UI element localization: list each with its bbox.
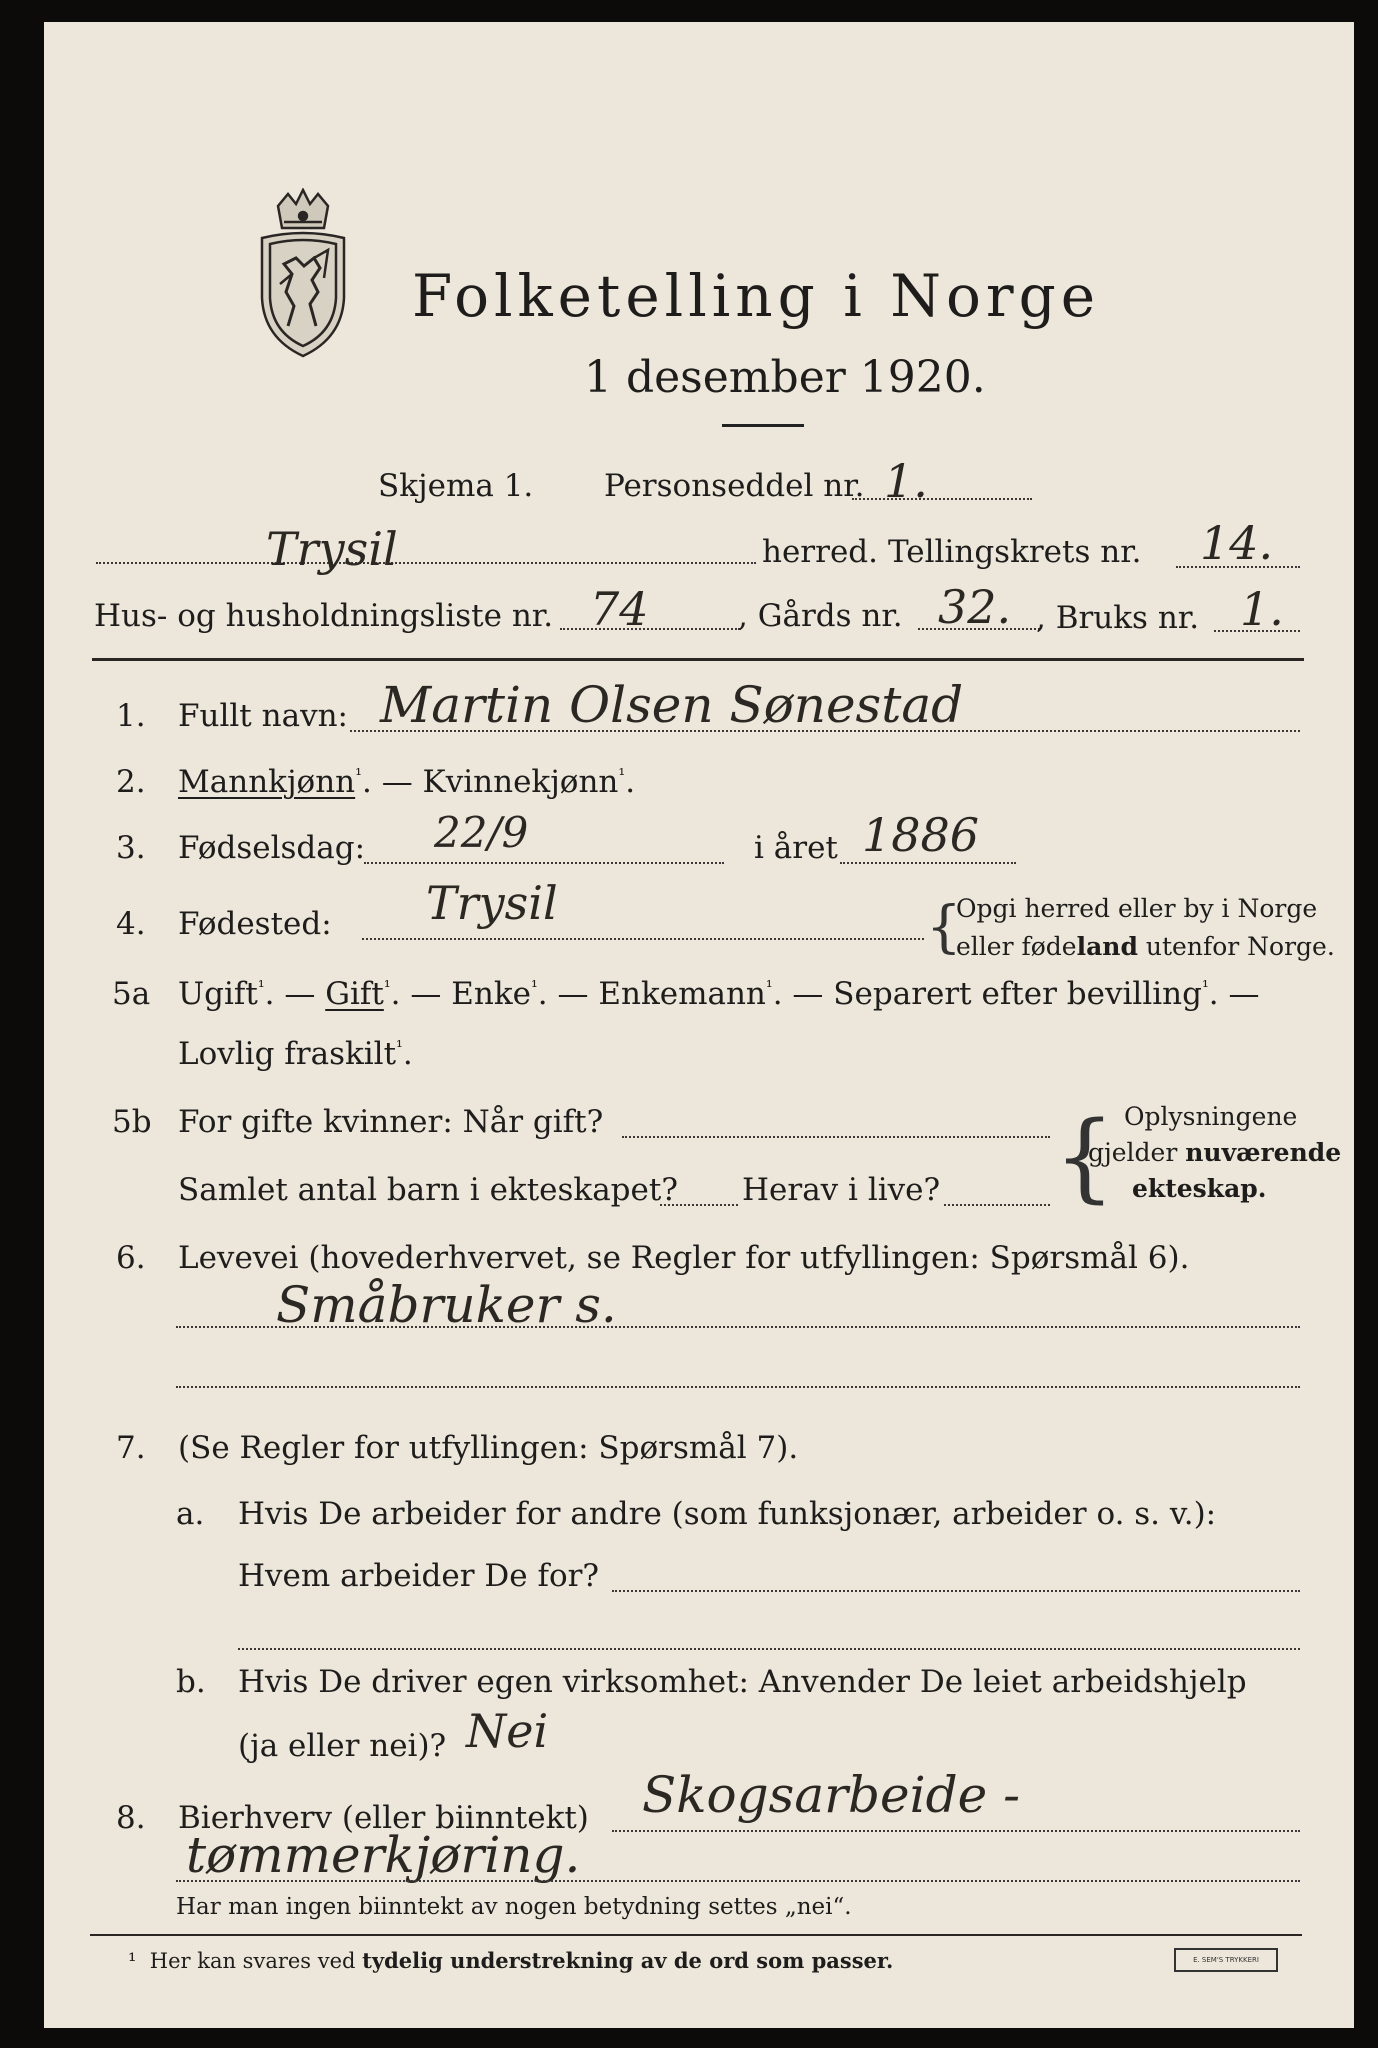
q7b-value: Nei	[466, 1704, 549, 1758]
footnote: ¹ Her kan svares ved tydelig understrekning av de ord som passer.	[128, 1948, 894, 1973]
q5a-gift: Gift	[325, 976, 384, 1012]
hus-line	[560, 628, 740, 630]
gards-value: 32.	[938, 580, 1012, 634]
q5b-note-1: Oplysningene	[1124, 1102, 1298, 1131]
q5a-options: Ugift$^{^1}$. — Gift$^{^1}$. — Enke$^{^1}$. — Enkemann$^{^1}$. — Separert efter bevilling$^{^1}$. —	[178, 976, 1260, 1012]
q5a-lovlig: Lovlig fraskilt$^{^1}$.	[178, 1036, 413, 1072]
q7a-line-1: Hvis De arbeider for andre (som funksjonær, arbeider o. s. v.):	[238, 1496, 1217, 1532]
tellingskrets-value: 14.	[1200, 516, 1274, 570]
census-form-page	[44, 22, 1354, 2028]
bruks-value: 1.	[1240, 582, 1284, 636]
form-title: Folketelling i Norge	[412, 262, 1101, 330]
q6-label: Levevei (hovederhvervet, se Regler for utfyllingen: Spørsmål 6).	[178, 1240, 1190, 1276]
q4-note-2: eller fødeland utenfor Norge.	[956, 932, 1335, 961]
q6-line-1	[176, 1326, 1300, 1328]
q5b-line-2b: Herav i live?	[742, 1172, 941, 1208]
norwegian-coat-of-arms-icon	[244, 188, 362, 362]
q4-line	[362, 938, 924, 940]
form-date: 1 desember 1920.	[584, 352, 986, 403]
q8-label: Bierhverv (eller biinntekt)	[178, 1800, 589, 1836]
q5b-number: 5b	[112, 1104, 152, 1140]
q3-label: Fødselsdag:	[178, 830, 366, 866]
schema-label: Skjema 1.	[378, 468, 534, 504]
footnote-rule	[90, 1934, 1302, 1936]
herred-value: Trysil	[266, 522, 398, 576]
q4-number: 4.	[116, 906, 146, 942]
q7-label: (Se Regler for utfyllingen: Spørsmål 7).	[178, 1430, 799, 1466]
q3-aaret-label: i året	[754, 830, 838, 866]
q4-brace: {	[926, 895, 962, 960]
tellingskrets-label: Tellingskrets nr.	[888, 534, 1142, 570]
q5b-live-line	[944, 1204, 1050, 1206]
q5b-barn-line	[660, 1204, 738, 1206]
q6-value: Småbruker s.	[276, 1276, 617, 1334]
q8-number: 8.	[116, 1800, 146, 1836]
hus-label: Hus- og husholdningsliste nr.	[94, 598, 554, 634]
q6-line-2	[176, 1386, 1300, 1388]
q7-number: 7.	[116, 1430, 146, 1466]
q5b-note-3: ekteskap.	[1132, 1174, 1267, 1203]
q5b-gift-line	[622, 1136, 1050, 1138]
q2-number: 2.	[116, 764, 146, 800]
q1-label: Fullt navn:	[178, 698, 348, 734]
q4-label: Fødested:	[178, 906, 332, 942]
q3-line	[364, 862, 724, 864]
q5b-note-2: gjelder nuværende	[1088, 1138, 1342, 1167]
personseddel-label: Personseddel nr.	[604, 468, 865, 504]
q5b-brace: {	[1054, 1101, 1116, 1213]
title-divider	[722, 424, 804, 427]
q7a-line-2: Hvem arbeider De for?	[238, 1558, 600, 1594]
q3-aaret-value: 1886	[862, 808, 980, 862]
q8-line-1	[612, 1830, 1300, 1832]
q2-mann: Mannkjønn	[178, 764, 356, 800]
q1-value: Martin Olsen Sønestad	[380, 676, 964, 734]
q1-number: 1.	[116, 698, 146, 734]
q7a-answer-line-2	[238, 1648, 1300, 1650]
q8-line-2	[176, 1880, 1300, 1882]
q7a-number: a.	[176, 1496, 205, 1532]
gards-label: , Gårds nr.	[738, 598, 903, 634]
q8-value-2: tømmerkjøring.	[186, 1826, 581, 1884]
q5b-line-1: For gifte kvinner: Når gift?	[178, 1104, 604, 1140]
q5a-number: 5a	[112, 976, 151, 1012]
herred-line	[96, 562, 756, 564]
q4-note-1: Opgi herred eller by i Norge	[956, 894, 1318, 923]
personseddel-line	[852, 498, 1032, 500]
hus-value: 74	[590, 582, 649, 636]
q3-number: 3.	[116, 830, 146, 866]
q5b-line-2a: Samlet antal barn i ekteskapet?	[178, 1172, 678, 1208]
q7b-line-2: (ja eller nei)?	[238, 1728, 447, 1764]
q3-aaret-line	[840, 862, 1016, 864]
q4-value: Trysil	[426, 876, 558, 930]
herred-label: herred.	[762, 534, 878, 570]
q7b-line-1: Hvis De driver egen virksomhet: Anvender De leiet arbeidshjelp	[238, 1664, 1247, 1700]
bruks-label: , Bruks nr.	[1036, 600, 1200, 636]
q8-note: Har man ingen biinntekt av nogen betydning settes „nei“.	[176, 1894, 852, 1920]
printer-mark: E. SEM'S TRYKKERI	[1174, 1948, 1278, 1972]
q7a-answer-line-1	[612, 1590, 1300, 1592]
q3-value: 22/9	[434, 808, 529, 857]
personseddel-value: 1.	[884, 454, 928, 508]
q7b-number: b.	[176, 1664, 206, 1700]
q6-number: 6.	[116, 1240, 146, 1276]
q8-value-1: Skogsarbeide -	[642, 1766, 1021, 1824]
header-rule	[92, 658, 1304, 661]
q2-options: Mannkjønn$^{^1}$. — Kvinnekjønn$^{^1}$.	[178, 764, 636, 800]
q2-kvinne: Kvinnekjønn	[422, 764, 619, 800]
